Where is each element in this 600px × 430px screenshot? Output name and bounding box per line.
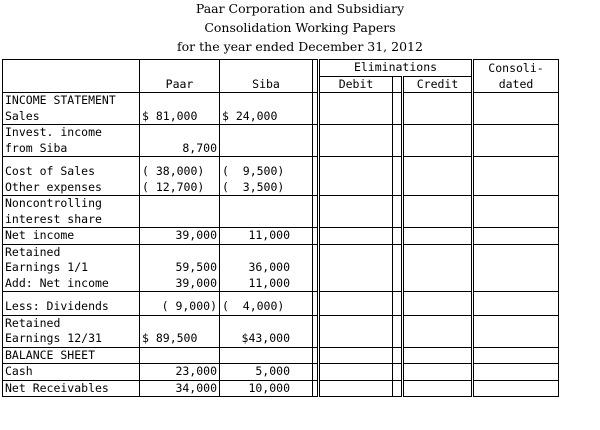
retained-earnings-open-row-2 xyxy=(3,260,559,276)
invest-income-row-1 xyxy=(3,125,559,141)
retained-earnings-close-siba: $43,000 xyxy=(220,331,313,347)
retained-earnings-open-siba: 36,000 xyxy=(220,260,313,276)
consolidation-worksheet xyxy=(2,59,559,397)
sales-paar: $ 81,000 xyxy=(140,109,220,125)
noncontrolling-row-2 xyxy=(3,212,559,228)
sales-siba: $ 24,000 xyxy=(220,109,313,125)
less-dividends-siba: ( 4,000) xyxy=(220,299,313,315)
net-receivables-row xyxy=(3,380,559,397)
retained-earnings-open-row-1 xyxy=(3,244,559,260)
balance-sheet-label: BALANCE SHEET xyxy=(3,347,140,364)
retained-earnings-open-paar: 59,500 xyxy=(140,260,220,276)
document-title: Consolidation Working Papers xyxy=(204,20,396,35)
retained-earnings-close-paar: $ 89,500 xyxy=(140,331,220,347)
cash-label: Cash xyxy=(3,364,140,381)
invest-income-label: Invest. income xyxy=(3,125,140,141)
add-net-income-paar: 39,000 xyxy=(140,276,220,292)
net-income-row xyxy=(3,228,559,245)
cost-of-sales-paar: ( 38,000) xyxy=(140,164,220,180)
invest-income-row-2 xyxy=(3,141,559,157)
less-dividends-label: Less: Dividends xyxy=(3,299,140,315)
cash-paar: 23,000 xyxy=(140,364,220,381)
net-receivables-label: Net Receivables xyxy=(3,380,140,397)
cash-row xyxy=(3,364,559,381)
net-receivables-paar: 34,000 xyxy=(140,380,220,397)
add-net-income-row xyxy=(3,276,559,292)
retained-earnings-open-label: Retained xyxy=(3,244,140,260)
net-receivables-siba: 10,000 xyxy=(220,380,313,397)
debit-column-header: Debit xyxy=(319,76,393,93)
net-income-siba: 11,000 xyxy=(220,228,313,245)
add-net-income-label: Add: Net income xyxy=(3,276,140,292)
eliminations-header: Eliminations xyxy=(319,60,473,77)
cost-of-sales-row xyxy=(3,164,559,180)
header-row-2 xyxy=(3,76,559,93)
cost-of-sales-label: Cost of Sales xyxy=(3,164,140,180)
company-title: Paar Corporation and Subsidiary xyxy=(195,1,405,16)
cash-siba: 5,000 xyxy=(220,364,313,381)
retained-earnings-close-label: Retained xyxy=(3,315,140,331)
noncontrolling-row-1 xyxy=(3,196,559,212)
consolidated-header-top: Consoli- xyxy=(473,60,559,77)
sales-row xyxy=(3,109,559,125)
other-expenses-label: Other expenses xyxy=(3,180,140,196)
other-expenses-siba: ( 3,500) xyxy=(220,180,313,196)
add-net-income-siba: 11,000 xyxy=(220,276,313,292)
other-expenses-paar: ( 12,700) xyxy=(140,180,220,196)
retained-earnings-close-row-2 xyxy=(3,331,559,347)
income-statement-row xyxy=(3,93,559,109)
less-dividends-row xyxy=(3,299,559,315)
income-statement-label: INCOME STATEMENT xyxy=(3,93,140,109)
less-dividends-paar: ( 9,000) xyxy=(140,299,220,315)
sales-label: Sales xyxy=(3,109,140,125)
invest-income-paar: 8,700 xyxy=(140,141,220,157)
cost-of-sales-siba: ( 9,500) xyxy=(220,164,313,180)
retained-earnings-open-label-cont: Earnings 1/1 xyxy=(3,260,140,276)
balance-sheet-row xyxy=(3,347,559,364)
net-income-paar: 39,000 xyxy=(140,228,220,245)
consolidated-header-bottom: dated xyxy=(473,76,559,93)
header-row-1 xyxy=(3,60,559,77)
retained-earnings-close-row-1 xyxy=(3,315,559,331)
net-income-label: Net income xyxy=(3,228,140,245)
other-expenses-row xyxy=(3,180,559,196)
invest-income-label-cont: from Siba xyxy=(3,141,140,157)
retained-earnings-close-label-cont: Earnings 12/31 xyxy=(3,331,140,347)
paar-column-header: Paar xyxy=(140,76,220,93)
period-title: for the year ended December 31, 2012 xyxy=(177,39,423,54)
credit-column-header: Credit xyxy=(403,76,473,93)
siba-column-header: Siba xyxy=(220,76,313,93)
noncontrolling-label: Noncontrolling xyxy=(3,196,140,212)
noncontrolling-label-cont: interest share xyxy=(3,212,140,228)
